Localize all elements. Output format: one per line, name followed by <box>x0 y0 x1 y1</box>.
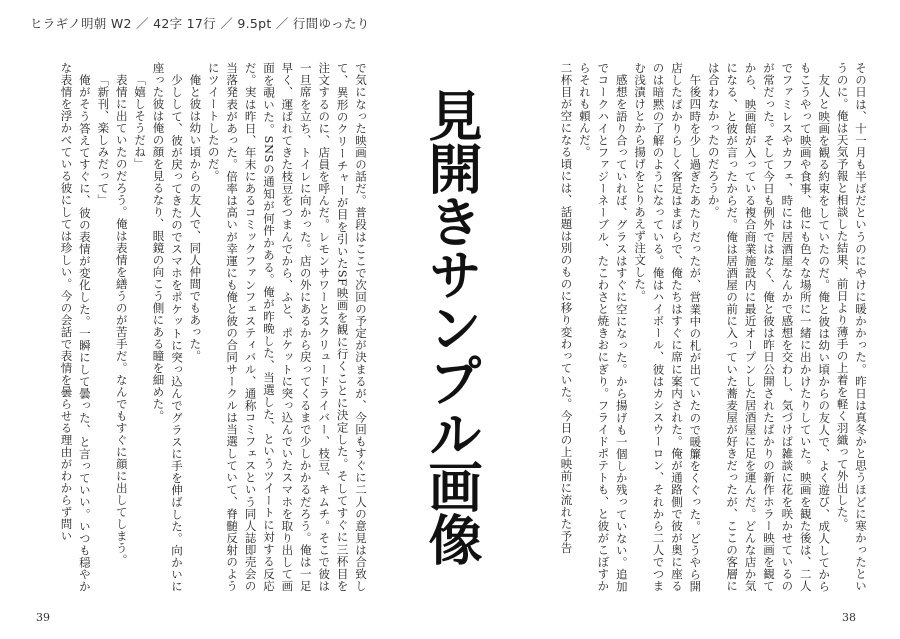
left-paragraph-3: 少しして、彼が戻ってきたのでスマホをポケットに突っ込んでグラスに手を伸ばした。向かいに座った彼は俺の顔を見るなり、眼鏡の向こう側にある瞳を細めた。 <box>151 62 184 592</box>
left-paragraph-2: 俺と彼は幼い頃からの友人で、同人仲間でもあった。 <box>188 73 203 362</box>
left-paragraph-6: 「新刊、楽しみだって」 <box>96 73 111 206</box>
typesetting-spec-header: ヒラギノ明朝 W2 ／ 42字 17行 ／ 9.5pt ／ 行間ゆったり <box>30 16 370 31</box>
right-paragraph-5: 二杯目が空になる頃には、話題は別のものに移り変わっていた。今日の上映前に流れた予告 <box>559 62 574 554</box>
left-paragraph-1: で気になった映画の話だ。普段はここで次回の予定が決まるが、今回もすぐに二人の意見は合致して、異形のクリーチャーが目を引いたSF映画を観に行くことに決定した。そしてすぐに三杯目を注文するのに、店員を呼んだ。レモンサワーとスクリュードライバー、枝豆、キムチ。そこで彼は一旦席を立ち、トイレに向かった。店の外にあるから戻ってくるまで少しかかるだろう。俺は一足早く、運ばれてきた枝豆をつまんでから、ふと、ポケットに突っ込んでいたスマホを取り出して画面を覗いた。SNSの通知が何件かある。俺が昨晩した、当選した、というツイートに対する反応だ。実は昨日、年末にあるコミックファンフェスティバル、通称コミフェスという同人誌即売会の当落発表があった。倍率は高いが幸運にも俺と彼の合同サークルは当選していて、脊髄反射のようにツイートしたのだ。 <box>206 62 368 592</box>
right-paragraph-3: 午後四時を少し過ぎたあたりだったが、営業中の札が出ていたので暖簾をくぐった。どうやら開店したばかりらしく客足はまばらで、俺たちはすぐに席に案内された。俺が通路側で彼が奥に座るのは暗黙の了解のようになっている。俺はハイボール、彼はカシスウーロン、それから二人でつまむ浅漬けとから揚げをとりあえず注文した。 <box>633 62 703 592</box>
right-page-number: 38 <box>842 611 856 624</box>
right-page-body <box>522 62 870 592</box>
left-paragraph-5: 表情に出ていたのだろう。俺は表情を繕うのが苦手だ。なんでもすぐに顔に出してしまう。 <box>114 73 129 566</box>
left-page-number: 39 <box>36 611 50 624</box>
right-paragraph-2: 友人と映画を観る約束をしていたのだ。俺と彼は幼い頃からの友人で、よく遊び、成人してからもこうやって映画や食事、他にも色々な場所に一緒に出かけたりしていた。映画を観た後は、二人でファミレスやカフェ、時には居酒屋なんかで感想を交わし、気づけば雑談に花を咲かせているのが常だった。そして今日も例外ではなく、俺と彼は昨日公開されたばかりの新作ホラー映画を観てから、映画館が入っている複合商業施設内に最近オープンした居酒屋に足を運んだ。どんな店か気になる、と彼が言ったからだ。俺は居酒屋の前に入っていた蕎麦屋が好きだったが、ここの客層には合わなかったのだろうか。 <box>706 62 832 592</box>
left-paragraph-4: 「嬉しそうだね」 <box>133 73 148 170</box>
left-paragraph-7: 俺がそう答えてすぐに、彼の表情が変化した。一瞬にして曇った、と言っていい。いつも穏やかな表情を浮かべている彼にしては珍しい。今の会話で表情を曇らせる理由がわからず問い <box>59 62 92 592</box>
left-page-body <box>30 62 370 592</box>
sample-title: 見開きサンプル画像 <box>420 87 483 565</box>
right-paragraph-4: 感想を語り合っていれば、グラスはすぐに空になった。から揚げも一個しか残っていない。追加でコークハイとファジーネーブル、たこわさと焼きおにぎり。フライドポテトも、と彼がこぼすからそれも頼んだ。 <box>577 62 629 592</box>
right-paragraph-1: その日は、十一月も半ばだというのにやけに暖かかった。昨日は真冬かと思うほどに寒かったというのに。俺は天気予報と相談した結果、前日より薄手の上着を軽く羽織って外出した。 <box>835 62 868 592</box>
